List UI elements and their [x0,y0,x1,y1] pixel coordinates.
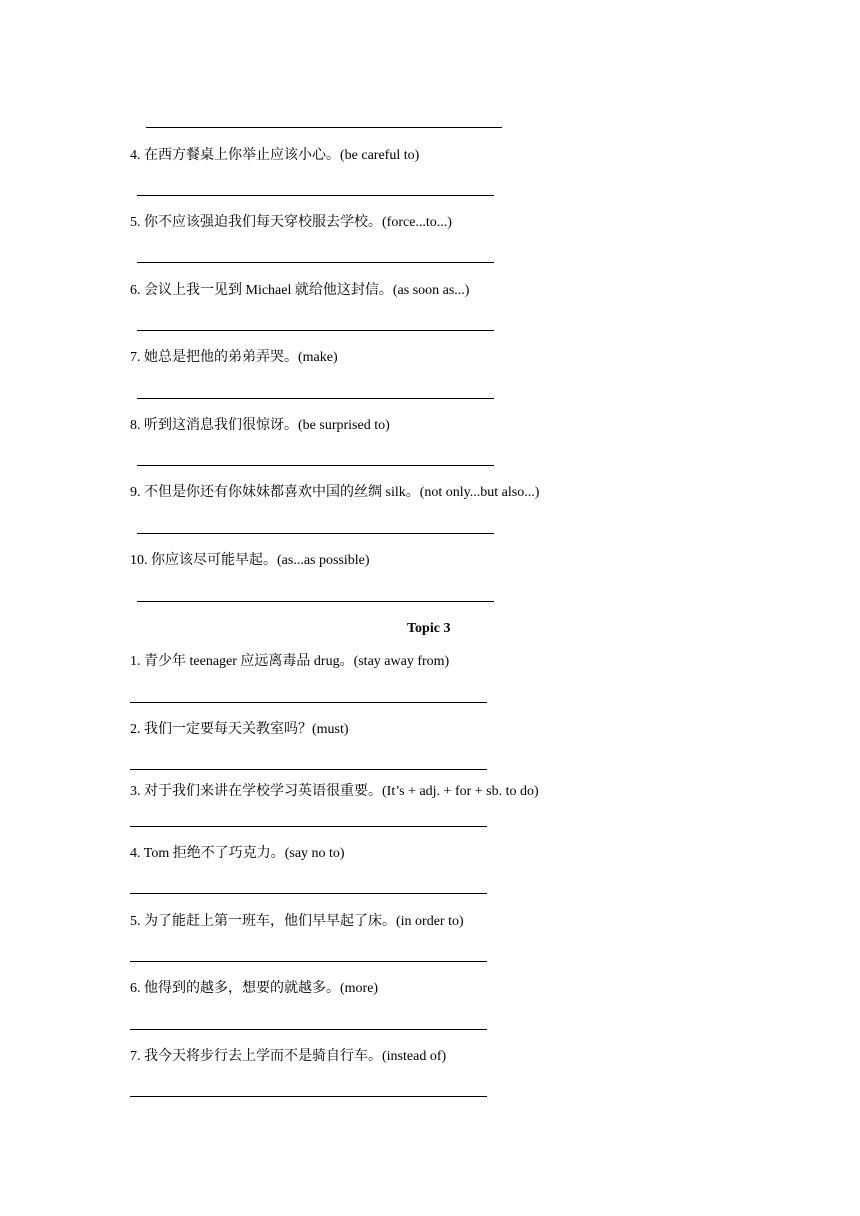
answer-line[interactable] [130,826,487,827]
answer-line[interactable] [146,127,502,128]
section-heading: Topic 3 [407,621,451,636]
answer-line[interactable] [130,1029,487,1030]
answer-line[interactable] [137,398,494,399]
answer-line[interactable] [137,330,494,331]
question-item: 5. 你不应该强迫我们每天穿校服去学校。(force...to...) [130,215,452,230]
question-item: 7. 我今天将步行去上学而不是骑自行车。(instead of) [130,1049,447,1064]
question-item: 6. 会议上我一见到 Michael 就给他这封信。(as soon as...) [130,283,470,298]
answer-line[interactable] [137,465,494,466]
question-item: 10. 你应该尽可能早起。(as...as possible) [130,553,370,568]
answer-line[interactable] [130,769,487,770]
answer-line[interactable] [137,262,494,263]
answer-line[interactable] [137,601,494,602]
question-item: 8. 听到这消息我们很惊讶。(be surprised to) [130,418,390,433]
answer-line[interactable] [137,195,494,196]
question-item: 4. 在西方餐桌上你举止应该小心。(be careful to) [130,148,420,163]
answer-line[interactable] [130,893,487,894]
answer-line[interactable] [130,1096,487,1097]
answer-line[interactable] [137,533,494,534]
question-item: 1. 青少年 teenager 应远离毒品 drug。(stay away from) [130,654,450,669]
answer-line[interactable] [130,961,487,962]
question-item: 4. Tom 拒绝不了巧克力。(say no to) [130,846,345,861]
question-item: 9. 不但是你还有你妹妹都喜欢中国的丝绸 silk。(not only...but also...) [130,485,540,500]
question-item: 3. 对于我们来讲在学校学习英语很重要。(It’s + adj. + for + sb. to do) [130,784,539,799]
answer-line[interactable] [130,702,487,703]
question-item: 5. 为了能赶上第一班车，他们早早起了床。(in order to) [130,914,464,929]
question-item: 2. 我们一定要每天关教室吗？(must) [130,722,349,737]
question-item: 6. 他得到的越多，想要的就越多。(more) [130,981,379,996]
question-item: 7. 她总是把他的弟弟弄哭。(make) [130,350,338,365]
